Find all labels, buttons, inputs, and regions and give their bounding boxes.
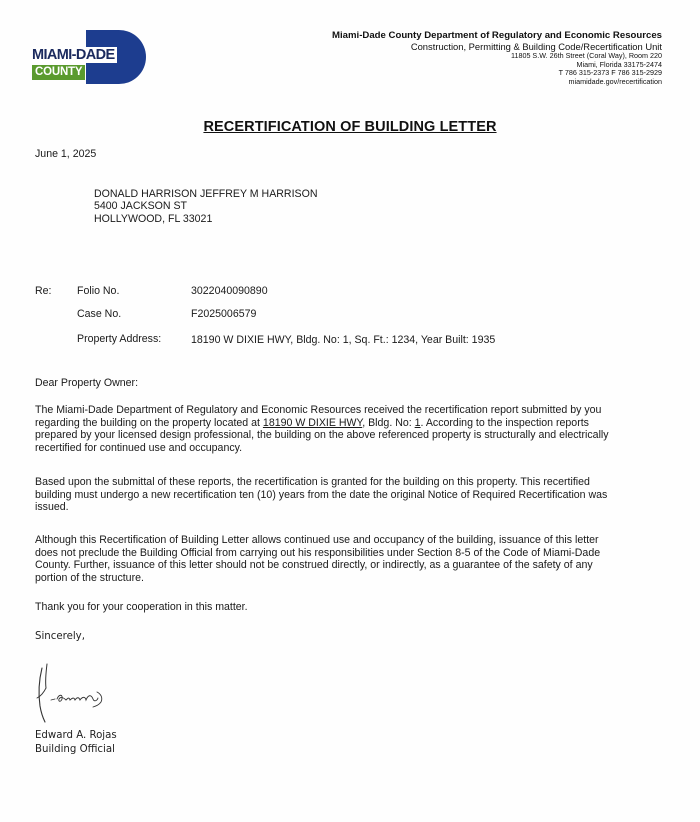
paragraph-3-line-4: portion of the structure. — [35, 571, 144, 584]
paragraph-1-line-4: recertified for continued use and occupancy. — [35, 441, 243, 454]
case-label: Case No. — [77, 308, 122, 320]
letter-title: RECERTIFICATION OF BUILDING LETTER — [203, 119, 497, 135]
paragraph-1-line-3: prepared by your licensed design professional, the building on the above referenced property is structurally and electrically — [35, 429, 609, 442]
logo-bottom-text: COUNTY — [32, 65, 85, 80]
salutation: Dear Property Owner: — [35, 377, 139, 389]
folio-label: Folio No. — [77, 285, 120, 297]
handwritten-signature — [33, 662, 123, 724]
paragraph-3 — [35, 534, 665, 584]
phone-fax: T 786 315-2373 F 786 315-2929 — [558, 68, 662, 78]
department-name: Miami-Dade County Department of Regulatory and Economic Resources — [332, 30, 662, 41]
miami-dade-county-logo — [32, 30, 147, 84]
folio-value: 3022040090890 — [191, 285, 268, 297]
recipient-name: DONALD HARRISON JEFFREY M HARRISON — [94, 188, 318, 200]
p1-l2-address: 18190 W DIXIE HWY — [262, 416, 363, 429]
paragraph-2-line-3: issued. — [35, 501, 69, 514]
paragraph-3-line-1: Although this Recertification of Building Letter allows continued use and occupancy of the building, issuance of this letter — [35, 534, 599, 546]
property-address-label: Property Address: — [77, 333, 162, 345]
unit-name: Construction, Permitting & Building Code/Recertification Unit — [410, 41, 662, 52]
p1-l2-a: regarding the building on the property located at — [35, 416, 263, 429]
paragraph-3-line-2: does not preclude the Building Official from carrying out his responsibilities under Section 8-5 of the Code of Miami-Dade — [35, 546, 601, 559]
case-value: F2025006579 — [191, 308, 257, 320]
letterhead — [332, 30, 662, 86]
signatory-name: Edward A. Rojas — [35, 730, 117, 741]
p1-l2-b: , Bldg. No: — [362, 416, 415, 429]
recipient-street: 5400 JACKSON ST — [94, 200, 188, 212]
paragraph-3-line-3: County. Further, issuance of this letter should not be construed directly, or indirectly, as a guarantee of the safety of any — [35, 559, 593, 572]
paragraph-1-line-1: The Miami-Dade Department of Regulatory and Economic Resources received the recertification report submitted by you — [35, 404, 602, 416]
letter-date: June 1, 2025 — [35, 148, 97, 160]
property-address-value: 18190 W DIXIE HWY, Bldg. No: 1, Sq. Ft.: 1234, Year Built: 1935 — [191, 334, 496, 346]
website: miamidade.gov/recertification — [568, 76, 662, 86]
paragraph-2-line-1: Based upon the submittal of these reports, the recertification is granted for the building on this property. This recertified — [35, 476, 590, 488]
re-label: Re: — [35, 285, 52, 297]
paragraph-2 — [35, 476, 665, 514]
logo-top-text: MIAMI-DADE — [32, 47, 115, 63]
p1-l2-c: . According to the inspection reports — [420, 416, 589, 429]
paragraph-1 — [35, 404, 665, 454]
p1-l2-bldg: 1 — [414, 416, 421, 429]
recipient-city: HOLLYWOOD, FL 33021 — [94, 213, 213, 225]
closing: Sincerely, — [35, 631, 85, 642]
address-line-2: Miami, Florida 33175-2474 — [576, 59, 662, 69]
signatory-title: Building Official — [35, 744, 115, 755]
address-line-1: 11805 S.W. 26th Street (Coral Way), Room 220 — [510, 51, 662, 60]
thanks-line: Thank you for your cooperation in this matter. — [35, 601, 248, 613]
paragraph-1-line-2 — [35, 417, 665, 430]
paragraph-2-line-2: building must undergo a new recertification ten (10) years from the date the original Notice of Required Recertification was — [35, 488, 608, 501]
